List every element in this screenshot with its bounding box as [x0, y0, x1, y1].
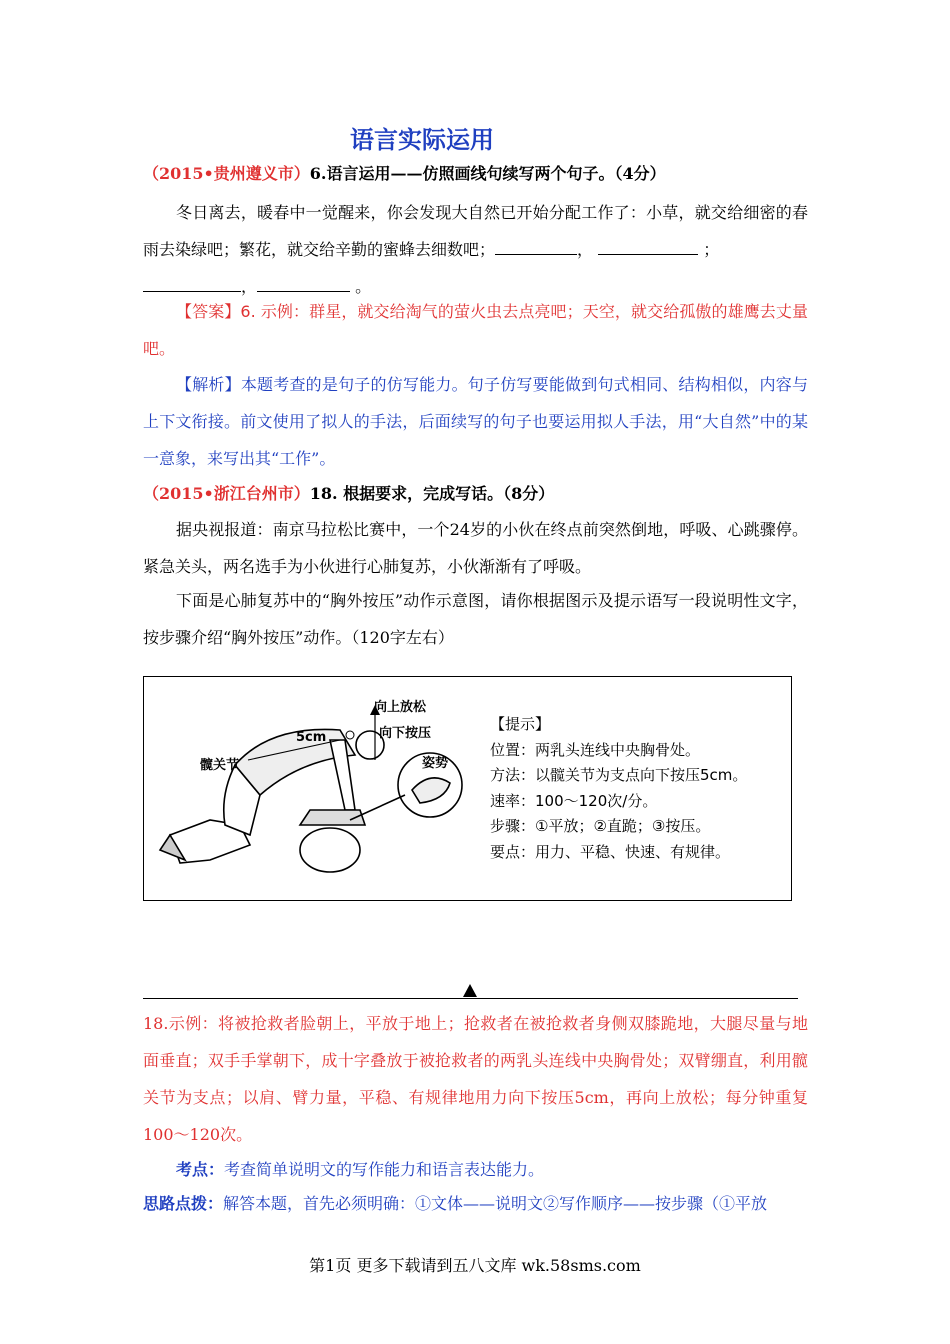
hint-points: 要点：用力、平稳、快速、有规律。	[490, 842, 731, 861]
page-title: 语言实际运用	[350, 126, 494, 154]
q2-source: （2015•浙江台州市）	[143, 484, 310, 503]
answer-text: 6. 示例：群星，就交给淘气的萤火虫去点亮吧；天空，就交给孤傲的雄鹰去丈量吧。	[143, 302, 808, 358]
blank-3[interactable]	[143, 273, 241, 292]
q1-text: 冬日离去，暖春中一觉醒来，你会发现大自然已开始分配工作了：小草，就交给细密的春雨去染绿吧；繁花，就交给辛勤的蜜蜂去细数吧；	[143, 203, 808, 259]
page-footer: 第1页 更多下载请到五八文库 wk.58sms.com	[309, 1256, 641, 1275]
analysis-text: 本题考查的是句子的仿写能力。句子仿写要能做到句式相同、结构相似，内容与上下文衔接。前文使用了拟人的手法，后面续写的句子也要运用拟人手法，用“大自然”中的某一意象，来写出其“工作”。	[143, 375, 808, 468]
kaodian	[143, 1151, 808, 1188]
blank-1[interactable]	[495, 236, 577, 255]
separator-line	[143, 998, 798, 999]
hint-title: 【提示】	[490, 715, 551, 733]
silu-label: 思路点拨：	[143, 1194, 224, 1213]
cpr-illustration	[150, 685, 490, 895]
label-hip: 髋关节	[200, 758, 240, 773]
answer2-text: 18.示例：将被抢救者脸朝上，平放于地上；抢救者在被抢救者身侧双膝跪地，大腿尽量与地面垂直；双手手掌朝下，成十字叠放于被抢救者的两乳头连线中央胸骨处；双臂绷直，利用髋关节为支点；以肩、臂力量，平稳、有规律地用力向下按压5cm，再向上放松；每分钟重复100～120次。	[143, 1014, 808, 1144]
kaodian-label: 考点：	[176, 1160, 225, 1179]
analysis-label: 【解析】	[176, 375, 241, 394]
q2-paragraph-1: 据央视报道：南京马拉松比赛中，一个24岁的小伙在终点前突然倒地，呼吸、心跳骤停。紧急关头，两名选手为小伙进行心肺复苏，小伙渐渐有了呼吸。	[143, 520, 808, 576]
answer-label: 【答案】	[176, 302, 241, 321]
q2-prompt: 18. 根据要求，完成写话。（8分）	[309, 484, 555, 503]
q1-answer	[143, 293, 808, 367]
pose-pointer	[350, 795, 405, 820]
label-down: 向下按压	[379, 726, 432, 741]
q1-passage	[143, 194, 808, 268]
period: 。	[355, 277, 372, 296]
q1-analysis	[143, 366, 808, 477]
label-5cm: 5cm	[296, 730, 327, 745]
triangle-marker	[463, 984, 477, 997]
hint-position: 位置：两乳头连线中央胸骨处。	[490, 740, 701, 759]
pivot-mark	[346, 731, 354, 739]
q1-source: （2015•贵州遵义市）	[143, 164, 310, 183]
q1-heading	[143, 155, 808, 192]
silu	[143, 1185, 808, 1222]
hint-method: 方法：以髋关节为支点向下按压5cm。	[490, 766, 748, 784]
kaodian-text: 考查简单说明文的写作能力和语言表达能力。	[224, 1160, 545, 1179]
comma-2: ，	[241, 277, 258, 296]
label-pose: 姿势	[422, 756, 449, 771]
q2-heading	[143, 475, 808, 512]
hint-rate: 速率：100～120次/分。	[490, 791, 658, 810]
patient-head	[300, 828, 360, 872]
hint-box	[490, 712, 747, 865]
comma-1: ，	[577, 240, 594, 259]
label-up: 向上放松	[374, 700, 427, 715]
q1-prompt: 6.语言运用——仿照画线句续写两个句子。（4分）	[309, 164, 666, 183]
silu-text: 解答本题，首先必须明确：①文体——说明文②写作顺序——按步骤（①平放	[223, 1194, 768, 1213]
semicolon: ；	[703, 240, 720, 259]
q2-paragraph-2: 下面是心肺复苏中的“胸外按压”动作示意图，请你根据图示及提示语写一段说明性文字，按步骤介绍“胸外按压”动作。（120字左右）	[143, 591, 808, 647]
blank-2[interactable]	[598, 236, 698, 255]
blank-4[interactable]	[257, 273, 350, 292]
hint-steps: 步骤：①平放；②直跪；③按压。	[490, 817, 711, 835]
